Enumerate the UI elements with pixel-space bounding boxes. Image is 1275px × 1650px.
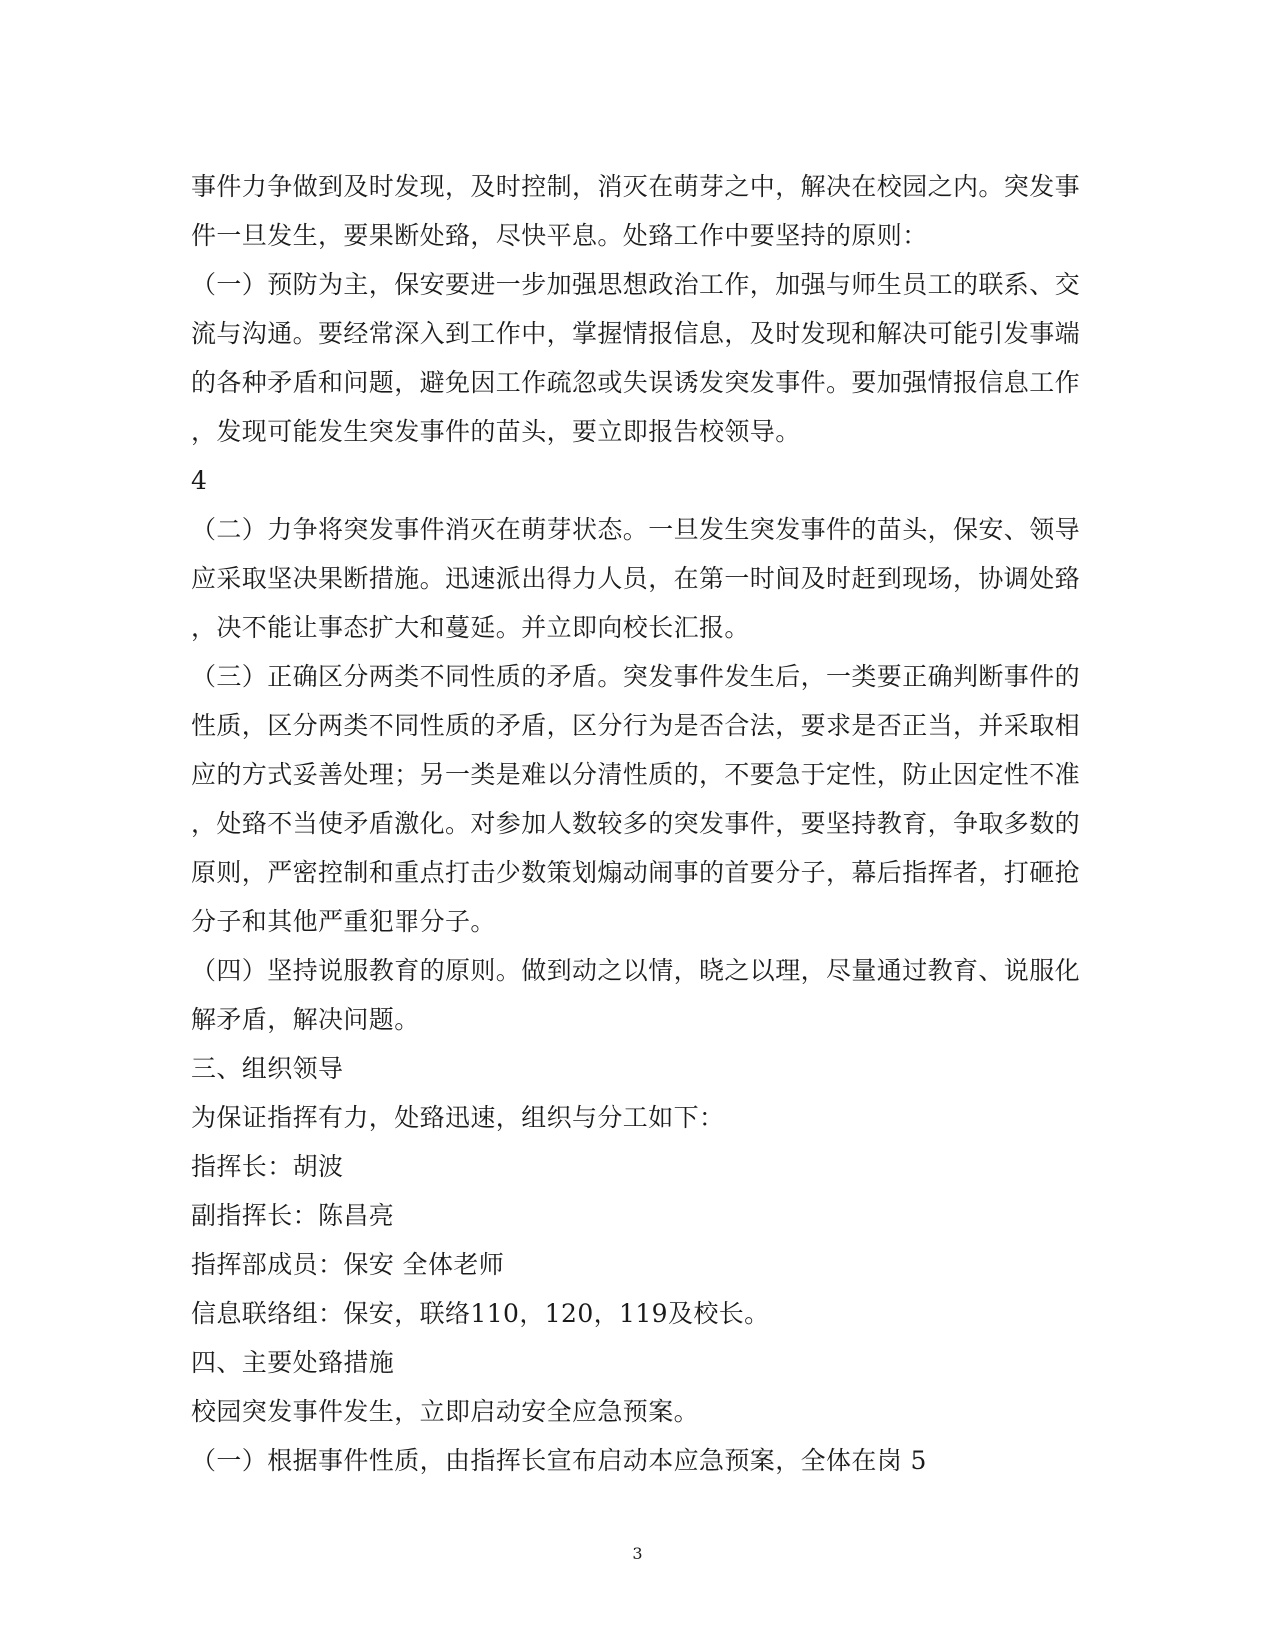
text-line: 指挥长：胡波 xyxy=(191,1152,344,1181)
text-line: 事件力争做到及时发现，及时控制，消灭在萌芽之中，解决在校园之内。突发事 xyxy=(191,172,1081,201)
text-line: ，发现可能发生突发事件的苗头，要立即报告校领导。 xyxy=(191,417,801,446)
text-line: 为保证指挥有力，处臵迅速，组织与分工如下： xyxy=(191,1103,725,1132)
text-line: 原则，严密控制和重点打击少数策划煽动闹事的首要分子，幕后指挥者，打砸抢 xyxy=(191,858,1081,887)
text-line: （三）正确区分两类不同性质的矛盾。突发事件发生后，一类要正确判断事件的 xyxy=(191,662,1081,691)
section-heading: 三、组织领导 xyxy=(191,1054,344,1083)
text-line: 件一旦发生，要果断处臵，尽快平息。处臵工作中要坚持的原则： xyxy=(191,221,928,250)
text-line: （二）力争将突发事件消灭在萌芽状态。一旦发生突发事件的苗头，保安、领导 xyxy=(191,515,1081,544)
text-line: 校园突发事件发生，立即启动安全应急预案。 xyxy=(191,1397,700,1426)
text-line: 分子和其他严重犯罪分子。 xyxy=(191,907,496,936)
text-line: 指挥部成员：保安 全体老师 xyxy=(191,1250,505,1279)
text-line: 解矛盾，解决问题。 xyxy=(191,1005,420,1034)
text-line: 4 xyxy=(191,466,208,495)
text-line: （一）预防为主，保安要进一步加强思想政治工作，加强与师生员工的联系、交 xyxy=(191,270,1081,299)
text-line: 的各种矛盾和问题，避免因工作疏忽或失误诱发突发事件。要加强情报信息工作 xyxy=(191,368,1081,397)
text-line: 信息联络组：保安，联络110，120，119及校长。 xyxy=(191,1299,770,1328)
text-line: ，处臵不当使矛盾激化。对参加人数较多的突发事件，要坚持教育，争取多数的 xyxy=(191,809,1081,838)
text-line: ，决不能让事态扩大和蔓延。并立即向校长汇报。 xyxy=(191,613,750,642)
section-heading: 四、主要处臵措施 xyxy=(191,1348,395,1377)
text-line: 副指挥长：陈昌亮 xyxy=(191,1201,395,1230)
text-line: （一）根据事件性质，由指挥长宣布启动本应急预案，全体在岗 5 xyxy=(191,1446,927,1475)
text-line: 性质，区分两类不同性质的矛盾，区分行为是否合法，要求是否正当，并采取相 xyxy=(191,711,1081,740)
text-line: 应的方式妥善处理；另一类是难以分清性质的，不要急于定性，防止因定性不准 xyxy=(191,760,1081,789)
text-line: 流与沟通。要经常深入到工作中，掌握情报信息，及时发现和解决可能引发事端 xyxy=(191,319,1081,348)
text-line: 应采取坚决果断措施。迅速派出得力人员，在第一时间及时赶到现场，协调处臵 xyxy=(191,564,1081,593)
body-text xyxy=(191,162,1081,1485)
page-number: 3 xyxy=(632,1544,643,1563)
text-line: （四）坚持说服教育的原则。做到动之以情，晓之以理，尽量通过教育、说服化 xyxy=(191,956,1081,985)
